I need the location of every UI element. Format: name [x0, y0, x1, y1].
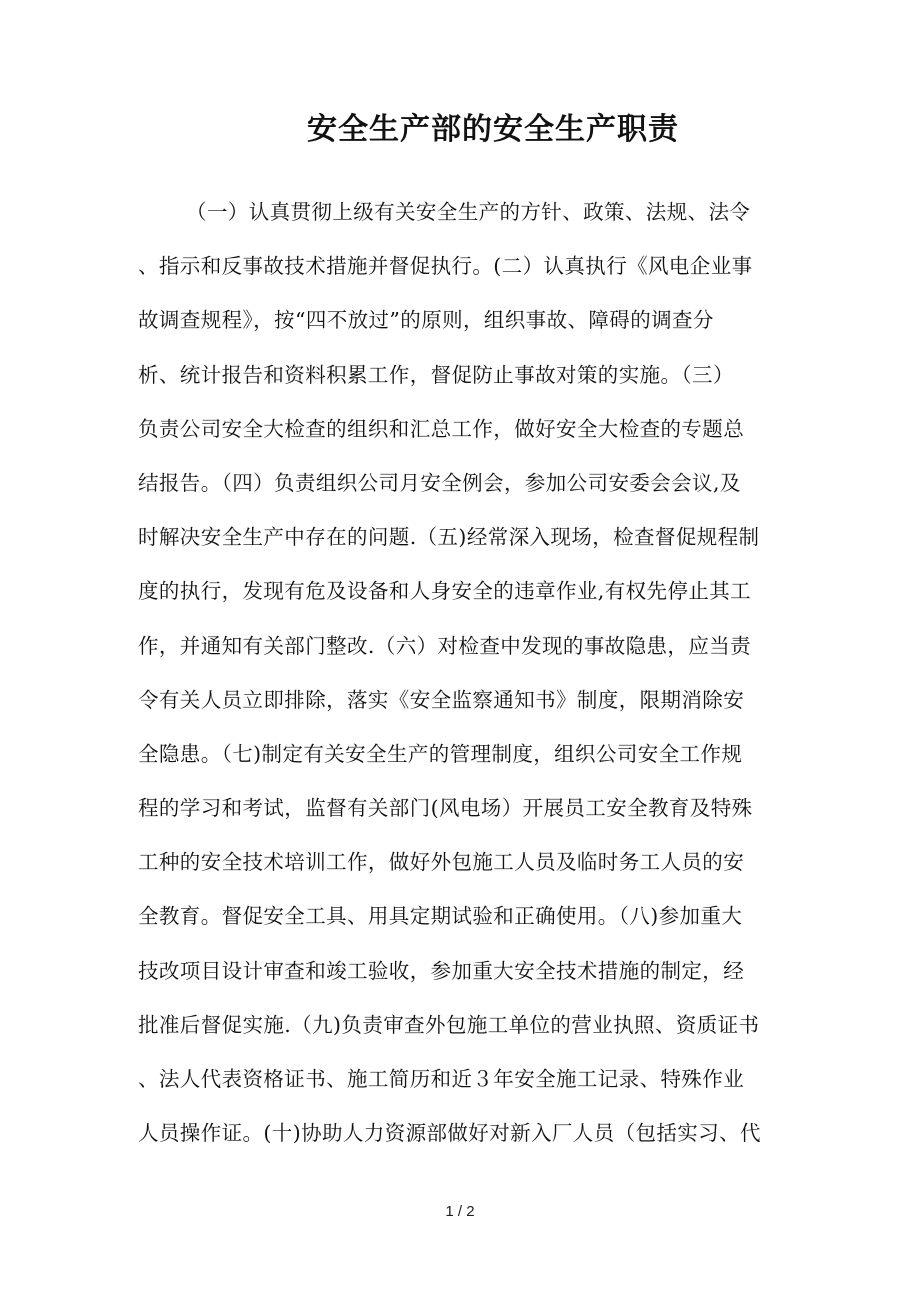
document-body [138, 192, 788, 1167]
body-line: 、法人代表资格证书、施工简历和近３年安全施工记录、特殊作业 [138, 1067, 745, 1091]
body-line: 结报告。（四）负责组织公司月安全例会，参加公司安委会会议,及 [138, 470, 741, 495]
body-line: 全隐患。（七)制定有关安全生产的管理制度，组织公司安全工作规 [138, 741, 743, 766]
page-number: 1 / 2 [445, 1203, 475, 1220]
body-line: 时解决安全生产中存在的问题.（五)经常深入现场，检查督促规程制 [138, 525, 760, 550]
body-line: 程的学习和考试，监督有关部门(风电场）开展员工安全教育及特殊 [138, 796, 753, 821]
body-line: 作，并通知有关部门整改.（六）对检查中发现的事故隐患，应当责 [138, 633, 752, 658]
body-line: 度的执行，发现有危及设备和人身安全的违章作业,有权先停止其工 [138, 579, 752, 604]
body-line: 批准后督促实施.（九)负责审查外包施工单位的营业执照、资质证书 [138, 1012, 760, 1037]
body-line: 人员操作证。(十)协助人力资源部做好对新入厂人员（包括实习、代 [138, 1121, 761, 1146]
body-line: 全教育。督促安全工具、用具定期试验和正确使用。（八)参加重大 [138, 904, 743, 929]
body-line: 技改项目设计审查和竣工验收，参加重大安全技术措施的制定，经 [138, 958, 745, 983]
body-line: 故调查规程》，按“四不放过”的原则，组织事故、障碍的调查分 [138, 308, 714, 333]
body-line: 工种的安全技术培训工作，做好外包施工人员及临时务工人员的安 [138, 850, 745, 875]
document-title: 安全生产部的安全生产职责 [307, 112, 679, 147]
body-line: 负责公司安全大检查的组织和汇总工作，做好安全大检查的专题总 [138, 416, 745, 441]
body-line: 、指示和反事故技术措施并督促执行。(二）认真执行《风电企业事 [138, 254, 753, 279]
body-line: （一）认真贯彻上级有关安全生产的方针、政策、法规、法令 [186, 200, 751, 224]
body-line: 令有关人员立即排除，落实《安全监察通知书》制度，限期消除安 [138, 687, 745, 712]
body-line: 析、统计报告和资料积累工作，督促防止事故对策的实施。（三） [138, 362, 734, 387]
